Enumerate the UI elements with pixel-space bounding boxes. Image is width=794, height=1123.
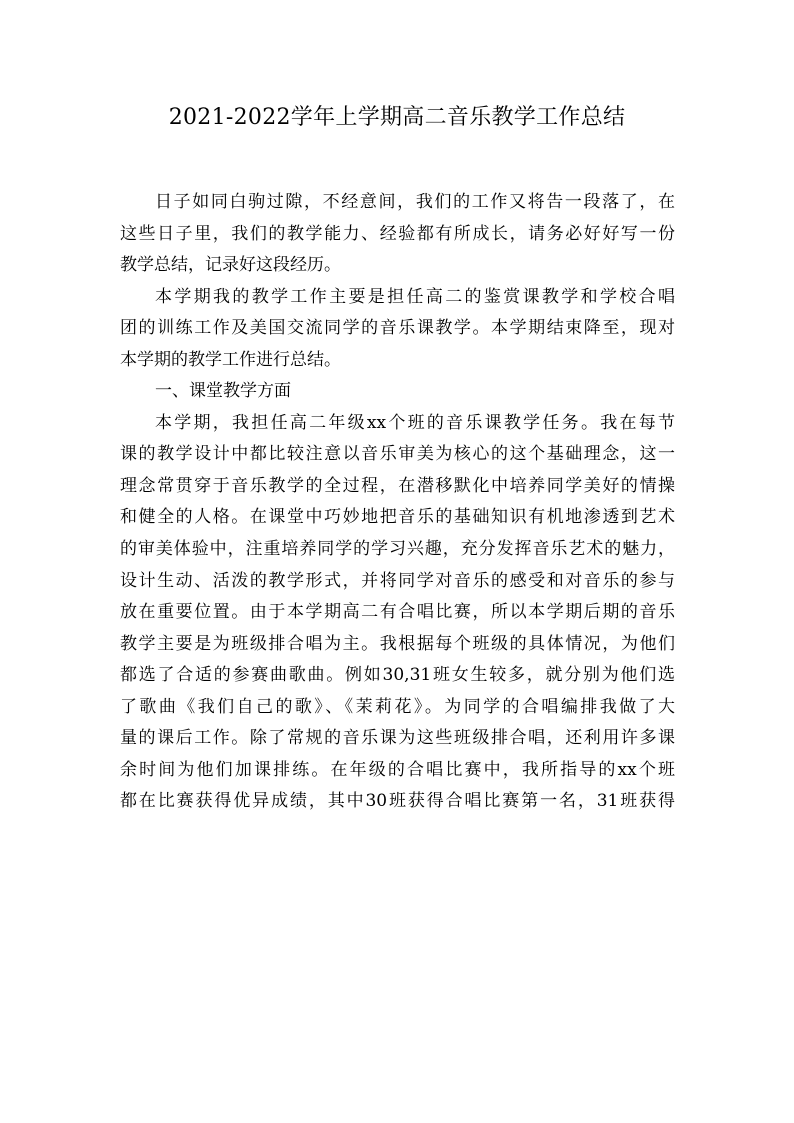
paragraph-3-line-11: 量的课后工作。除了常规的音乐课为这些班级排合唱，还利用许多课	[120, 728, 675, 749]
paragraph-2-line-2: 团的训练工作及美国交流同学的音乐课教学。本学期结束降至，现对	[120, 318, 675, 339]
paragraph-1-line-2: 这些日子里，我们的教学能力、经验都有所成长，请务必好好写一份	[120, 223, 675, 244]
paragraph-3-line-13: 都在比赛获得优异成绩，其中30班获得合唱比赛第一名，31班获得	[120, 791, 675, 812]
paragraph-3-line-8: 教学主要是为班级排合唱为主。我根据每个班级的具体情况，为他们	[120, 633, 675, 654]
paragraph-3-line-1: 本学期，我担任高二年级xx个班的音乐课教学任务。我在每节	[155, 412, 675, 433]
paragraph-3-line-7: 放在重要位置。由于本学期高二有合唱比赛，所以本学期后期的音乐	[120, 602, 675, 623]
paragraph-3-line-9: 都选了合适的参赛曲歌曲。例如30,31班女生较多，就分别为他们选	[120, 665, 675, 686]
paragraph-2-line-3: 本学期的教学工作进行总结。	[120, 349, 341, 370]
section-heading-classroom-teaching: 一、课堂教学方面	[155, 381, 291, 402]
paragraph-1-line-3: 教学总结，记录好这段经历。	[120, 255, 341, 276]
paragraph-2-line-1: 本学期我的教学工作主要是担任高二的鉴赏课教学和学校合唱	[155, 286, 675, 307]
paragraph-3-line-2: 课的教学设计中都比较注意以音乐审美为核心的这个基础理念，这一	[120, 444, 675, 465]
document-title: 2021-2022学年上学期高二音乐教学工作总结	[168, 105, 626, 130]
document-body	[120, 187, 675, 818]
paragraph-3-line-3: 理念常贯穿于音乐教学的全过程，在潜移默化中培养同学美好的情操	[120, 475, 675, 496]
paragraph-3-line-4: 和健全的人格。在课堂中巧妙地把音乐的基础知识有机地渗透到艺术	[120, 507, 675, 528]
paragraph-3-line-5: 的审美体验中，注重培养同学的学习兴趣，充分发挥音乐艺术的魅力，	[120, 539, 675, 560]
paragraph-1-line-1: 日子如同白驹过隙，不经意间，我们的工作又将告一段落了，在	[155, 192, 675, 212]
paragraph-3-line-12: 余时间为他们加课排练。在年级的合唱比赛中，我所指导的xx个班	[120, 759, 675, 780]
paragraph-3-line-6: 设计生动、活泼的教学形式，并将同学对音乐的感受和对音乐的参与	[120, 570, 675, 591]
paragraph-3-line-10: 了歌曲《我们自己的歌》、《茉莉花》。为同学的合唱编排我做了大	[120, 696, 675, 717]
